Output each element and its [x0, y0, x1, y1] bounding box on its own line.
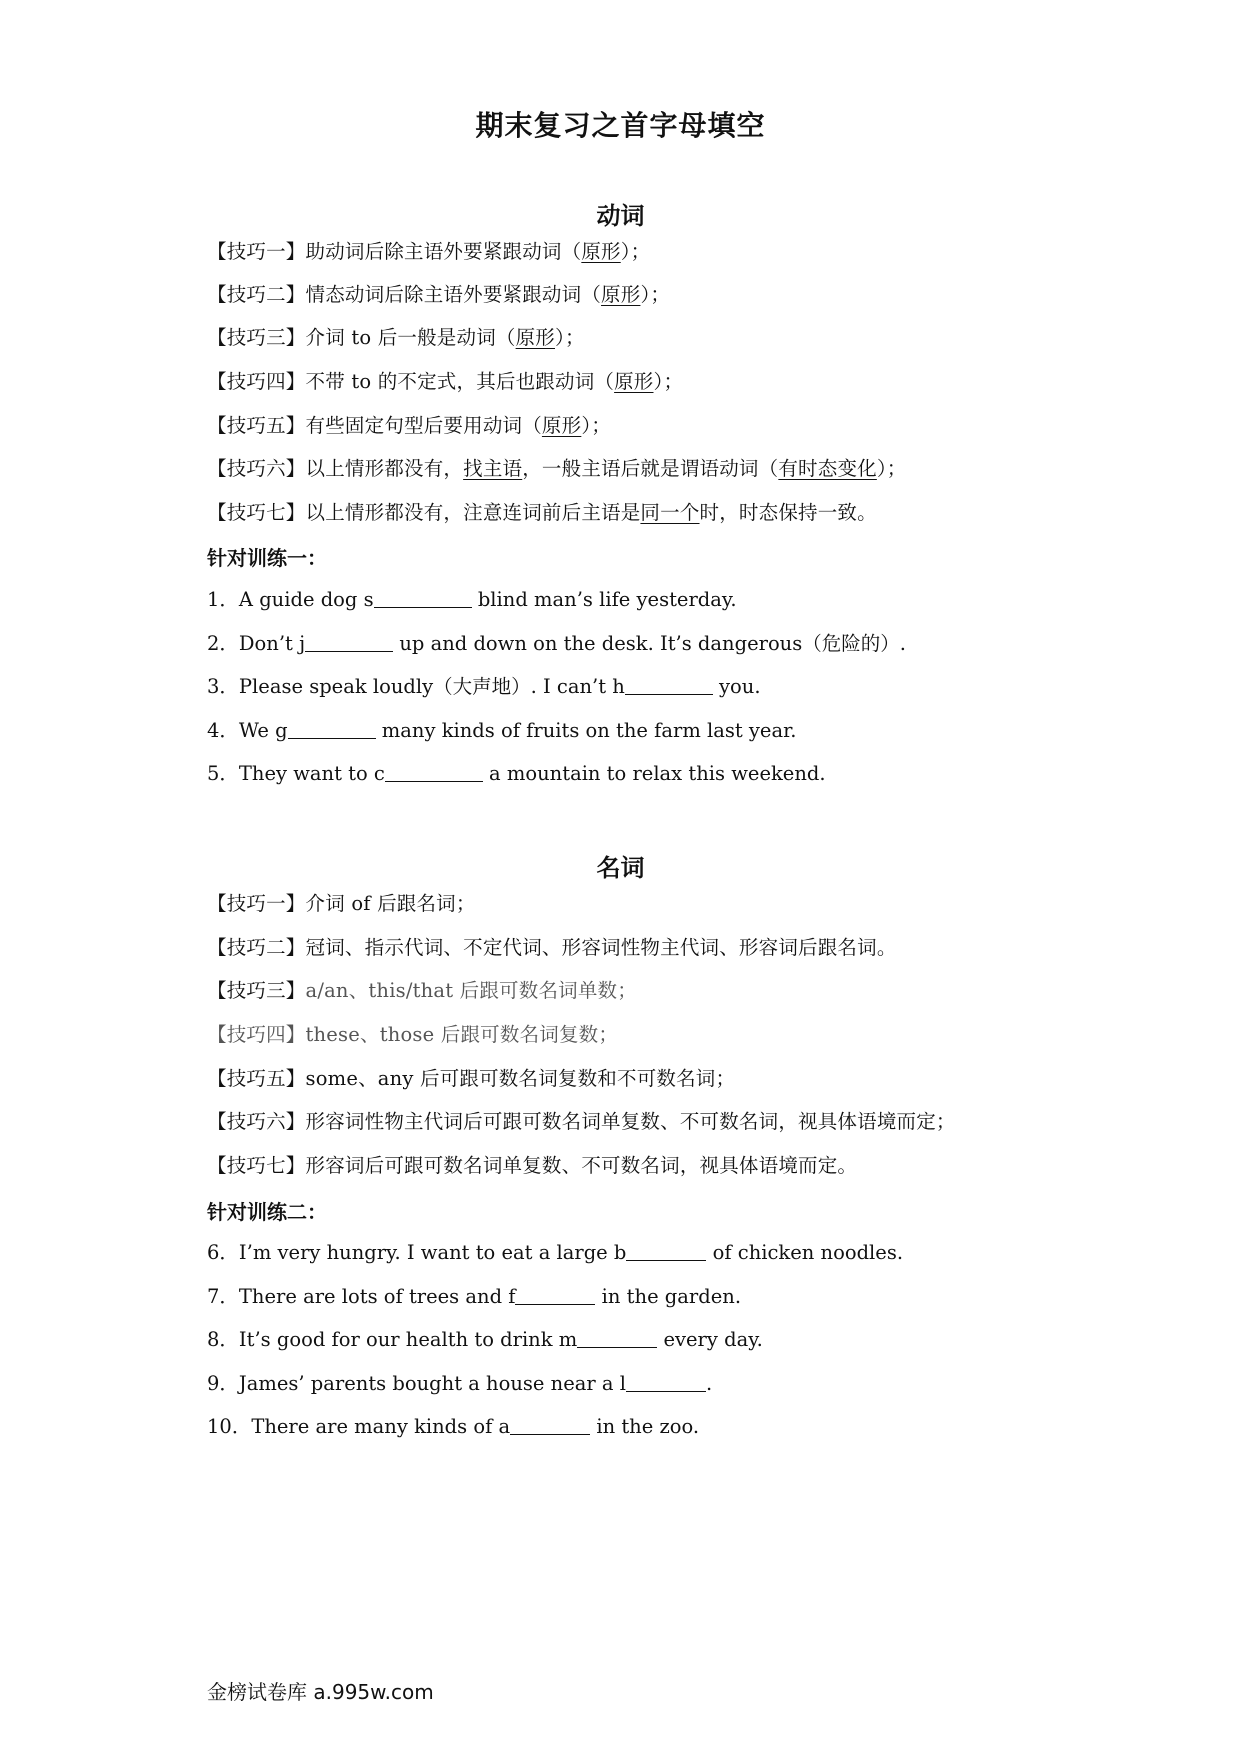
page-title: 期末复习之首字母填空 — [475, 109, 766, 142]
verb-tip-4: 【技巧四】不带 to 的不定式，其后也跟动词（原形）； — [207, 370, 684, 393]
section-heading-nouns: 名词 — [596, 854, 645, 882]
practice-label-2: 针对训练二： — [207, 1200, 327, 1224]
footer-watermark: 金榜试卷库 a.995w.com — [207, 1680, 434, 1704]
noun-tip-4: 【技巧四】these、those 后跟可数名词复数； — [207, 1023, 619, 1046]
answer-blank[interactable] — [577, 1329, 657, 1348]
answer-blank[interactable] — [305, 633, 393, 652]
noun-tip-1: 【技巧一】介词 of 后跟名词； — [207, 892, 476, 915]
noun-tip-3: 【技巧三】a/an、this/that 后跟可数名词单数； — [207, 979, 637, 1002]
answer-blank[interactable] — [515, 1286, 595, 1305]
question-8: 8．It’s good for our health to drink m every day. — [207, 1328, 763, 1351]
noun-tip-7: 【技巧七】形容词后可跟可数名词单复数、不可数名词，视具体语境而定。 — [207, 1154, 858, 1177]
verb-tip-2: 【技巧二】情态动词后除主语外要紧跟动词（原形）； — [207, 283, 671, 306]
question-3: 3．Please speak loudly（大声地）. I can’t h you. — [207, 675, 761, 698]
answer-blank[interactable] — [374, 589, 472, 608]
section-heading-verbs: 动词 — [596, 202, 645, 230]
verb-tip-3: 【技巧三】介词 to 后一般是动词（原形）； — [207, 326, 585, 349]
answer-blank[interactable] — [288, 720, 376, 739]
answer-blank[interactable] — [385, 763, 483, 782]
question-5: 5．They want to c a mountain to relax this weekend. — [207, 762, 826, 785]
verb-tip-7: 【技巧七】以上情形都没有，注意连词前后主语是同一个时，时态保持一致。 — [207, 501, 877, 524]
practice-label-1: 针对训练一： — [207, 546, 327, 570]
question-6: 6．I’m very hungry. I want to eat a large b of chicken noodles. — [207, 1241, 904, 1264]
verb-tip-6: 【技巧六】以上情形都没有，找主语，一般主语后就是谓语动词（有时态变化）； — [207, 457, 907, 480]
noun-tip-6: 【技巧六】形容词性物主代词后可跟可数名词单复数、不可数名词，视具体语境而定； — [207, 1110, 956, 1133]
answer-blank[interactable] — [626, 1373, 706, 1392]
verb-tip-5: 【技巧五】有些固定句型后要用动词（原形）； — [207, 414, 611, 437]
noun-tip-5: 【技巧五】some、any 后可跟可数名词复数和不可数名词； — [207, 1067, 736, 1090]
question-2: 2．Don’t j up and down on the desk. It’s dangerous（危险的）. — [207, 632, 906, 655]
answer-blank[interactable] — [626, 1242, 706, 1261]
answer-blank[interactable] — [625, 676, 713, 695]
noun-tip-2: 【技巧二】冠词、指示代词、不定代词、形容词性物主代词、形容词后跟名词。 — [207, 936, 897, 959]
question-4: 4．We g many kinds of fruits on the farm last year. — [207, 719, 797, 742]
verb-tip-1: 【技巧一】助动词后除主语外要紧跟动词（原形）； — [207, 240, 651, 263]
answer-blank[interactable] — [510, 1416, 590, 1435]
question-1: 1．A guide dog s blind man’s life yesterday. — [207, 588, 737, 611]
question-7: 7．There are lots of trees and f in the garden. — [207, 1285, 742, 1308]
question-10: 10．There are many kinds of a in the zoo. — [207, 1415, 700, 1438]
question-9: 9．James’ parents bought a house near a l . — [207, 1372, 713, 1395]
